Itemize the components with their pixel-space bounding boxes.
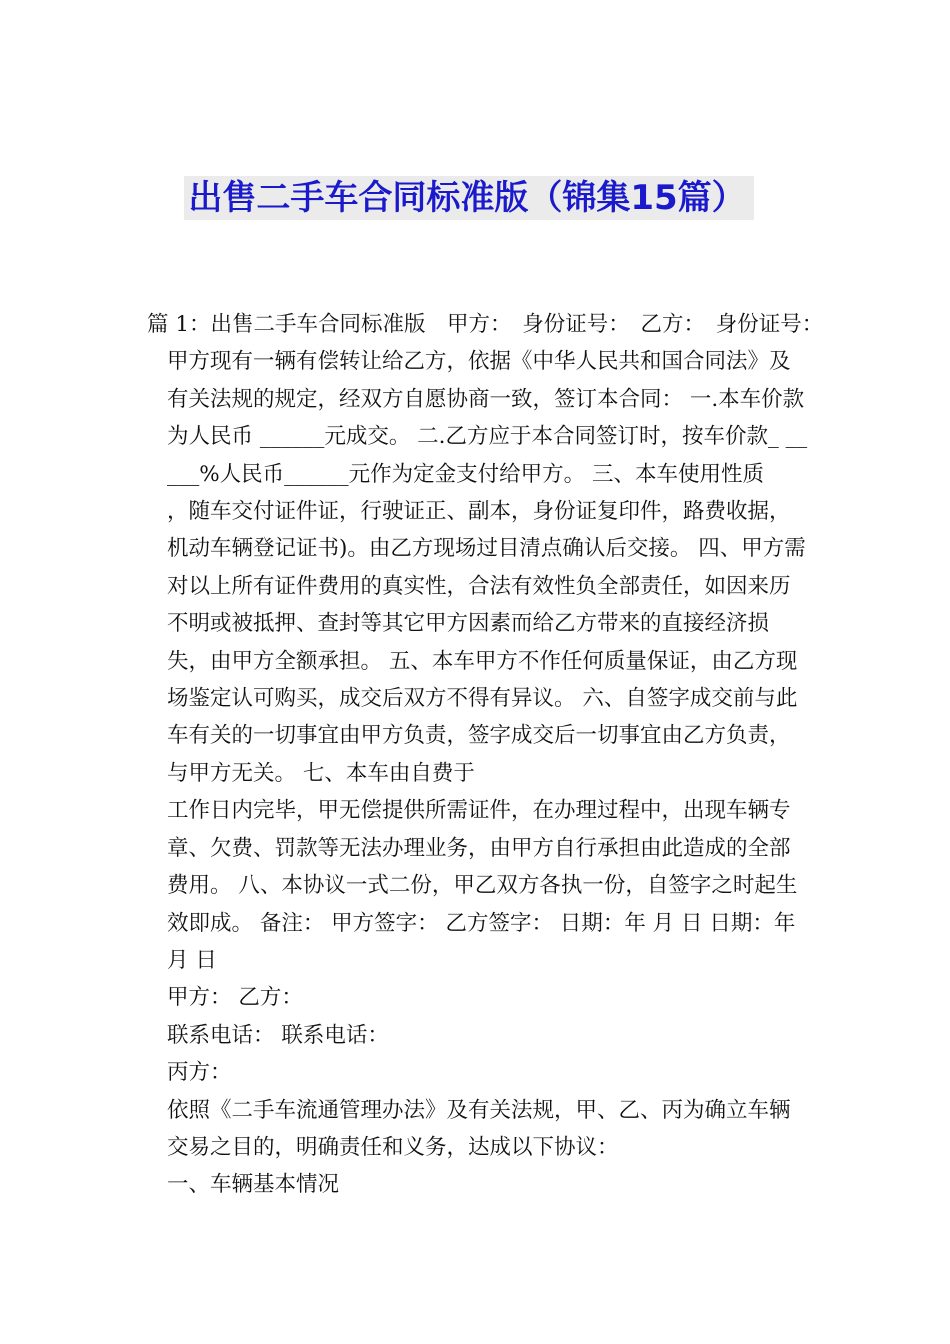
paragraph-documents: ，随车交付证件证，行驶证正、副本，身份证复印件，路费收据，机动车辆登记证书)。由乙方现场过目清点确认后交接。 四、甲方需对以上所有证件费用的真实性，合法有效性负全部责任，如因来历不明或被抵押、查封等其它甲方因素而给乙方带来的直接经济损失，由甲方全额承担。 五、本车甲方不作任何质量保证，由乙方现场鉴定认可购买，成交后双方不得有异议。 六、自签字成交前与此车有关的一切事宜由甲方负责，签字成交后一切事宜由乙方负责，与甲方无关。 七、本车由自费于 bbox=[167, 499, 806, 786]
document-body bbox=[147, 306, 824, 1204]
title-container bbox=[0, 176, 950, 220]
paragraph-procedure: 工作日内完毕，甲无偿提供所需证件，在办理过程中，出现车辆专章、欠费、罚款等无法办理业务，由甲方自行承担由此造成的全部费用。 八、本协议一式二份，甲乙双方各执一份，自签字之时起生效即成。 备注： 甲方签字： 乙方签字： 日期：年 月 日 日期：年 月 日 bbox=[167, 798, 798, 973]
third-party-line: 丙方： bbox=[167, 1060, 232, 1086]
party-line: 甲方： 乙方： bbox=[167, 985, 303, 1011]
phone-line: 联系电话： 联系电话： bbox=[167, 1022, 389, 1048]
document-title: 出售二手车合同标准版（锦集15篇） bbox=[184, 176, 753, 220]
paragraph-intro: 篇 1：出售二手车合同标准版 甲方： 身份证号： 乙方： 身份证号： bbox=[147, 312, 824, 337]
paragraph-preamble: 依照《二手车流通管理办法》及有关法规，甲、乙、丙为确立车辆交易之目的，明确责任和义务，达成以下协议： bbox=[167, 1097, 791, 1160]
section-heading: 一、车辆基本情况 bbox=[167, 1172, 340, 1198]
paragraph-agreement: 甲方现有一辆有偿转让给乙方，依据《中华人民共和国合同法》及有关法规的规定，经双方自愿协商一致，签订本合同： 一.本车价款为人民币 ______元成交。 二.乙方应于本合同签订时，按车价款_ _____%人民币______元作为定金支付给甲方。 三、本车使用性质 bbox=[167, 349, 808, 487]
